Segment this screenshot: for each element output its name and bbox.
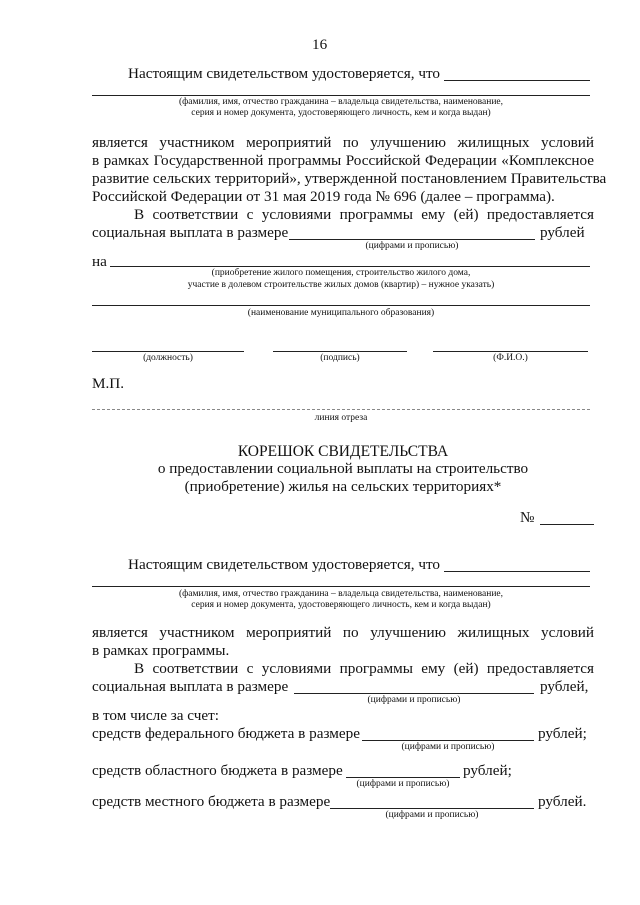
signature-field[interactable] <box>273 351 407 352</box>
holder-field-line-2[interactable] <box>92 95 590 96</box>
para1-line1: является участником мероприятий по улучшению жилищных условий <box>92 134 594 151</box>
stub-holder-field-line[interactable] <box>444 571 590 572</box>
stub-digits-note: (цифрами и прописью) <box>367 695 461 705</box>
rubles-label: рублей <box>540 224 585 241</box>
regional-amount-field[interactable] <box>346 777 460 778</box>
para1-line2: в рамках Государственной программы Российской Федерации «Комплексное <box>92 152 594 169</box>
cut-line <box>92 409 590 410</box>
stub-subtitle-1: о предоставлении социальной выплаты на строительство <box>157 460 529 477</box>
stub-number-sign: № <box>520 509 535 526</box>
stub-holder-field-line-2[interactable] <box>92 586 590 587</box>
stub-para2-line1: В соответствии с условиями программы ему (ей) предоставляется <box>134 660 594 677</box>
payment-amount-field[interactable] <box>289 239 535 240</box>
stub-fio-note-2: серия и номер документа, удостоверяющего личность, кем и когда выдан) <box>191 600 491 610</box>
stub-certify-text: Настоящим свидетельством удостоверяется, что <box>128 556 441 573</box>
position-note: (должность) <box>143 353 193 363</box>
fio-short-field[interactable] <box>433 351 588 352</box>
on-label: на <box>92 253 107 270</box>
fio-note-2: серия и номер документа, удостоверяющего личность, кем и когда выдан) <box>191 108 491 118</box>
para1-line3: развитие сельских территорий», утвержденной постановлением Правительства <box>92 170 607 187</box>
certify-text: Настоящим свидетельством удостоверяется, что <box>128 65 441 82</box>
local-rubles-label: рублей. <box>538 793 587 810</box>
stub-fio-note-1: (фамилия, имя, отчество гражданина – владельца свидетельства, наименование, <box>178 589 504 599</box>
stub-para1-line2: в рамках программы. <box>92 642 230 659</box>
stub-rubles-label: рублей, <box>540 678 589 695</box>
local-amount-field[interactable] <box>330 808 534 809</box>
cut-line-label: линия отреза <box>314 413 368 423</box>
para1-line4: Российской Федерации от 31 мая 2019 года № 696 (далее – программа). <box>92 188 555 205</box>
local-label: средств местного бюджета в размере <box>92 793 331 810</box>
stamp-label: М.П. <box>92 375 125 392</box>
stub-payment-label: социальная выплата в размере <box>92 678 289 695</box>
purpose-note-2: участие в долевом строительстве жилых домов (квартир) – нужное указать) <box>187 280 495 290</box>
local-digits-note: (цифрами и прописью) <box>385 810 479 820</box>
fio-short-note: (Ф.И.О.) <box>493 353 528 363</box>
signature-note: (подпись) <box>320 353 360 363</box>
fio-note-1: (фамилия, имя, отчество гражданина – владельца свидетельства, наименование, <box>178 97 504 107</box>
digits-note: (цифрами и прописью) <box>365 241 459 251</box>
stub-payment-amount-field[interactable] <box>294 693 534 694</box>
stub-title: КОРЕШОК СВИДЕТЕЛЬСТВА <box>237 443 449 460</box>
para2-line1: В соответствии с условиями программы ему (ей) предоставляется <box>134 206 594 223</box>
purpose-note-1: (приобретение жилого помещения, строительство жилого дома, <box>211 268 471 278</box>
purpose-field[interactable] <box>110 266 590 267</box>
municipality-note: (наименование муниципального образования) <box>247 308 435 318</box>
payment-label: социальная выплата в размере <box>92 224 289 241</box>
municipality-field[interactable] <box>92 305 590 306</box>
holder-field-line[interactable] <box>444 80 590 81</box>
federal-digits-note: (цифрами и прописью) <box>401 742 495 752</box>
federal-amount-field[interactable] <box>362 740 534 741</box>
stub-number-field[interactable] <box>540 524 594 525</box>
including-label: в том числе за счет: <box>92 707 219 724</box>
stub-subtitle-2: (приобретение) жилья на сельских территориях* <box>184 478 502 495</box>
regional-label: средств областного бюджета в размере <box>92 762 343 779</box>
federal-rubles-label: рублей; <box>538 725 587 742</box>
federal-label: средств федерального бюджета в размере <box>92 725 360 742</box>
page-number: 16 <box>312 36 328 53</box>
stub-para1-line1: является участником мероприятий по улучшению жилищных условий <box>92 624 594 641</box>
position-field[interactable] <box>92 351 244 352</box>
regional-digits-note: (цифрами и прописью) <box>356 779 450 789</box>
regional-rubles-label: рублей; <box>463 762 512 779</box>
